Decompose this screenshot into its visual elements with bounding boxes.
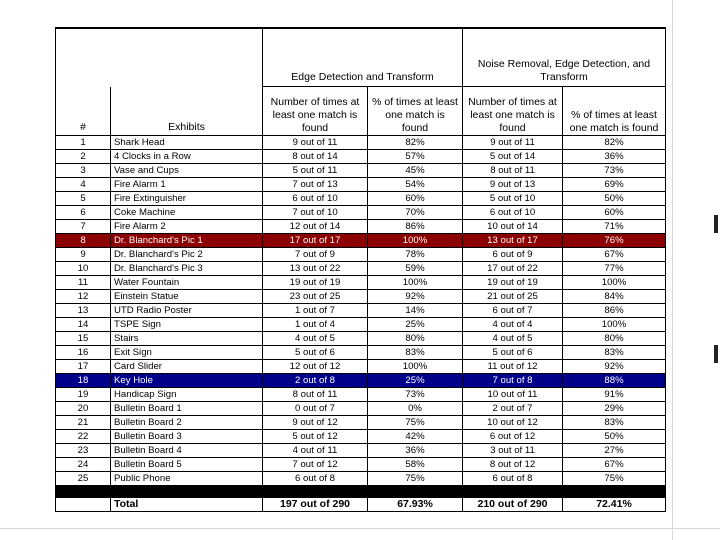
noise-match-count: 6 out of 10 [463, 205, 563, 219]
group-header-noise: Noise Removal, Edge Detection, and Transform [463, 28, 666, 87]
noise-match-count: 3 out of 11 [463, 443, 563, 457]
exhibit-name: Shark Head [111, 135, 263, 149]
edge-match-count: 12 out of 14 [263, 219, 368, 233]
edge-match-pct: 59% [368, 261, 463, 275]
table-row [56, 471, 666, 485]
edge-match-count: 6 out of 8 [263, 471, 368, 485]
edge-match-pct: 57% [368, 149, 463, 163]
exhibit-name: Fire Alarm 1 [111, 177, 263, 191]
row-number: 8 [56, 233, 111, 247]
edge-match-count: 9 out of 11 [263, 135, 368, 149]
edge-match-pct: 100% [368, 275, 463, 289]
exhibit-name: Bulletin Board 2 [111, 415, 263, 429]
total-edge-pct: 67.93% [368, 498, 463, 512]
edge-match-pct: 42% [368, 429, 463, 443]
separator-bar [56, 485, 666, 498]
row-number: 10 [56, 261, 111, 275]
exhibit-name: Einstein Statue [111, 289, 263, 303]
separator-cell [56, 485, 666, 498]
exhibit-name: Public Phone [111, 471, 263, 485]
edge-match-pct: 45% [368, 163, 463, 177]
exhibit-name: Dr. Blanchard's Pic 1 [111, 233, 263, 247]
row-number: 24 [56, 457, 111, 471]
table-row [56, 247, 666, 261]
row-number: 3 [56, 163, 111, 177]
exhibit-name: Fire Extinguisher [111, 191, 263, 205]
row-number: 7 [56, 219, 111, 233]
noise-match-count: 10 out of 14 [463, 219, 563, 233]
edge-match-pct: 100% [368, 233, 463, 247]
noise-match-count: 17 out of 22 [463, 261, 563, 275]
noise-match-pct: 69% [563, 177, 666, 191]
edge-match-pct: 58% [368, 457, 463, 471]
noise-match-pct: 91% [563, 387, 666, 401]
edge-match-count: 8 out of 14 [263, 149, 368, 163]
edge-match-pct: 14% [368, 303, 463, 317]
edge-match-count: 0 out of 7 [263, 401, 368, 415]
noise-match-count: 10 out of 11 [463, 387, 563, 401]
row-number: 18 [56, 373, 111, 387]
noise-match-pct: 100% [563, 275, 666, 289]
row-number: 14 [56, 317, 111, 331]
table-row [56, 401, 666, 415]
noise-match-pct: 82% [563, 135, 666, 149]
noise-match-count: 6 out of 9 [463, 247, 563, 261]
group-header-blank [56, 28, 263, 87]
noise-match-count: 10 out of 12 [463, 415, 563, 429]
row-number: 9 [56, 247, 111, 261]
row-number: 15 [56, 331, 111, 345]
edge-match-count: 4 out of 5 [263, 331, 368, 345]
noise-match-pct: 60% [563, 205, 666, 219]
noise-match-count: 6 out of 8 [463, 471, 563, 485]
edge-match-pct: 0% [368, 401, 463, 415]
table-row [56, 443, 666, 457]
noise-match-pct: 71% [563, 219, 666, 233]
table-row [56, 345, 666, 359]
noise-match-count: 7 out of 8 [463, 373, 563, 387]
group-header-edge: Edge Detection and Transform [263, 28, 463, 87]
column-header-edge-count: Number of times at least one match is found [263, 87, 368, 136]
noise-match-count: 5 out of 6 [463, 345, 563, 359]
noise-match-count: 8 out of 11 [463, 163, 563, 177]
table-row [56, 233, 666, 247]
edge-match-pct: 75% [368, 415, 463, 429]
total-noise-pct: 72.41% [563, 498, 666, 512]
edge-match-count: 9 out of 12 [263, 415, 368, 429]
edge-match-count: 19 out of 19 [263, 275, 368, 289]
noise-match-count: 9 out of 11 [463, 135, 563, 149]
exhibit-name: Vase and Cups [111, 163, 263, 177]
exhibit-name: Bulletin Board 4 [111, 443, 263, 457]
exhibit-name: TSPE Sign [111, 317, 263, 331]
edge-match-count: 7 out of 12 [263, 457, 368, 471]
row-number: 4 [56, 177, 111, 191]
noise-match-pct: 50% [563, 429, 666, 443]
column-header-number: # [56, 87, 111, 136]
noise-match-count: 4 out of 5 [463, 331, 563, 345]
noise-match-count: 19 out of 19 [463, 275, 563, 289]
noise-match-count: 4 out of 4 [463, 317, 563, 331]
table-row [56, 359, 666, 373]
row-number: 5 [56, 191, 111, 205]
exhibit-name: Dr. Blanchard's Pic 3 [111, 261, 263, 275]
total-edge-count: 197 out of 290 [263, 498, 368, 512]
column-header-noise-pct: % of times at least one match is found [563, 87, 666, 136]
table-row [56, 261, 666, 275]
edge-mark [714, 215, 718, 233]
edge-match-pct: 100% [368, 359, 463, 373]
table-row [56, 191, 666, 205]
table-row [56, 289, 666, 303]
edge-match-count: 1 out of 4 [263, 317, 368, 331]
row-number: 11 [56, 275, 111, 289]
noise-match-pct: 77% [563, 261, 666, 275]
column-header-noise-count: Number of times at least one match is found [463, 87, 563, 136]
noise-match-pct: 83% [563, 345, 666, 359]
total-label: Total [111, 498, 263, 512]
exhibit-name: Coke Machine [111, 205, 263, 219]
noise-match-count: 5 out of 10 [463, 191, 563, 205]
results-table [55, 27, 666, 512]
noise-match-pct: 27% [563, 443, 666, 457]
edge-match-count: 12 out of 12 [263, 359, 368, 373]
row-number: 17 [56, 359, 111, 373]
noise-match-count: 6 out of 7 [463, 303, 563, 317]
noise-match-pct: 83% [563, 415, 666, 429]
exhibit-name: Bulletin Board 3 [111, 429, 263, 443]
edge-match-pct: 92% [368, 289, 463, 303]
exhibit-name: Fire Alarm 2 [111, 219, 263, 233]
exhibit-name: Bulletin Board 1 [111, 401, 263, 415]
edge-match-count: 4 out of 11 [263, 443, 368, 457]
edge-match-pct: 80% [368, 331, 463, 345]
row-number: 22 [56, 429, 111, 443]
exhibit-name: Water Fountain [111, 275, 263, 289]
exhibit-name: 4 Clocks in a Row [111, 149, 263, 163]
exhibit-name: Handicap Sign [111, 387, 263, 401]
noise-match-count: 8 out of 12 [463, 457, 563, 471]
edge-match-pct: 25% [368, 373, 463, 387]
noise-match-pct: 67% [563, 457, 666, 471]
column-header-row [56, 87, 666, 136]
table-row [56, 205, 666, 219]
row-number: 20 [56, 401, 111, 415]
row-number: 23 [56, 443, 111, 457]
noise-match-pct: 92% [563, 359, 666, 373]
noise-match-count: 13 out of 17 [463, 233, 563, 247]
edge-match-pct: 73% [368, 387, 463, 401]
row-number: 13 [56, 303, 111, 317]
table-row [56, 219, 666, 233]
edge-match-pct: 86% [368, 219, 463, 233]
table-row [56, 331, 666, 345]
total-row [56, 498, 666, 512]
noise-match-pct: 75% [563, 471, 666, 485]
edge-match-count: 7 out of 9 [263, 247, 368, 261]
noise-match-count: 2 out of 7 [463, 401, 563, 415]
edge-match-count: 5 out of 11 [263, 163, 368, 177]
edge-match-count: 1 out of 7 [263, 303, 368, 317]
exhibit-name: UTD Radio Poster [111, 303, 263, 317]
edge-match-pct: 83% [368, 345, 463, 359]
noise-match-count: 11 out of 12 [463, 359, 563, 373]
column-header-exhibits: Exhibits [111, 87, 263, 136]
edge-match-pct: 82% [368, 135, 463, 149]
noise-match-count: 6 out of 12 [463, 429, 563, 443]
page-edge [672, 0, 673, 540]
column-header-edge-pct: % of times at least one match is found [368, 87, 463, 136]
edge-match-count: 6 out of 10 [263, 191, 368, 205]
exhibit-name: Exit Sign [111, 345, 263, 359]
page-edge [0, 528, 720, 529]
exhibit-name: Card Slider [111, 359, 263, 373]
table-row [56, 373, 666, 387]
table-row [56, 177, 666, 191]
edge-match-count: 7 out of 10 [263, 205, 368, 219]
exhibit-name: Bulletin Board 5 [111, 457, 263, 471]
edge-match-count: 2 out of 8 [263, 373, 368, 387]
row-number: 21 [56, 415, 111, 429]
edge-match-pct: 78% [368, 247, 463, 261]
total-noise-count: 210 out of 290 [463, 498, 563, 512]
edge-match-count: 23 out of 25 [263, 289, 368, 303]
edge-match-count: 5 out of 6 [263, 345, 368, 359]
exhibit-name: Stairs [111, 331, 263, 345]
row-number: 19 [56, 387, 111, 401]
exhibit-name: Dr. Blanchard's Pic 2 [111, 247, 263, 261]
edge-match-pct: 36% [368, 443, 463, 457]
noise-match-pct: 76% [563, 233, 666, 247]
noise-match-pct: 86% [563, 303, 666, 317]
edge-match-count: 17 out of 17 [263, 233, 368, 247]
edge-mark [714, 345, 718, 363]
total-number-cell [56, 498, 111, 512]
edge-match-count: 7 out of 13 [263, 177, 368, 191]
edge-match-pct: 60% [368, 191, 463, 205]
noise-match-count: 5 out of 14 [463, 149, 563, 163]
table-row [56, 135, 666, 149]
table-row [56, 387, 666, 401]
noise-match-pct: 73% [563, 163, 666, 177]
exhibit-name: Key Hole [111, 373, 263, 387]
row-number: 12 [56, 289, 111, 303]
row-number: 1 [56, 135, 111, 149]
noise-match-pct: 29% [563, 401, 666, 415]
edge-match-count: 5 out of 12 [263, 429, 368, 443]
noise-match-count: 21 out of 25 [463, 289, 563, 303]
row-number: 25 [56, 471, 111, 485]
noise-match-pct: 84% [563, 289, 666, 303]
table-row [56, 303, 666, 317]
noise-match-pct: 50% [563, 191, 666, 205]
noise-match-pct: 67% [563, 247, 666, 261]
table-row [56, 149, 666, 163]
edge-match-count: 8 out of 11 [263, 387, 368, 401]
table-row [56, 429, 666, 443]
row-number: 6 [56, 205, 111, 219]
row-number: 16 [56, 345, 111, 359]
noise-match-pct: 100% [563, 317, 666, 331]
edge-match-count: 13 out of 22 [263, 261, 368, 275]
noise-match-pct: 80% [563, 331, 666, 345]
noise-match-count: 9 out of 13 [463, 177, 563, 191]
table-row [56, 163, 666, 177]
row-number: 2 [56, 149, 111, 163]
table-row [56, 317, 666, 331]
table-row [56, 457, 666, 471]
noise-match-pct: 36% [563, 149, 666, 163]
edge-match-pct: 25% [368, 317, 463, 331]
table-row [56, 275, 666, 289]
edge-match-pct: 70% [368, 205, 463, 219]
edge-match-pct: 54% [368, 177, 463, 191]
noise-match-pct: 88% [563, 373, 666, 387]
edge-match-pct: 75% [368, 471, 463, 485]
table-row [56, 415, 666, 429]
group-header-row [56, 28, 666, 87]
